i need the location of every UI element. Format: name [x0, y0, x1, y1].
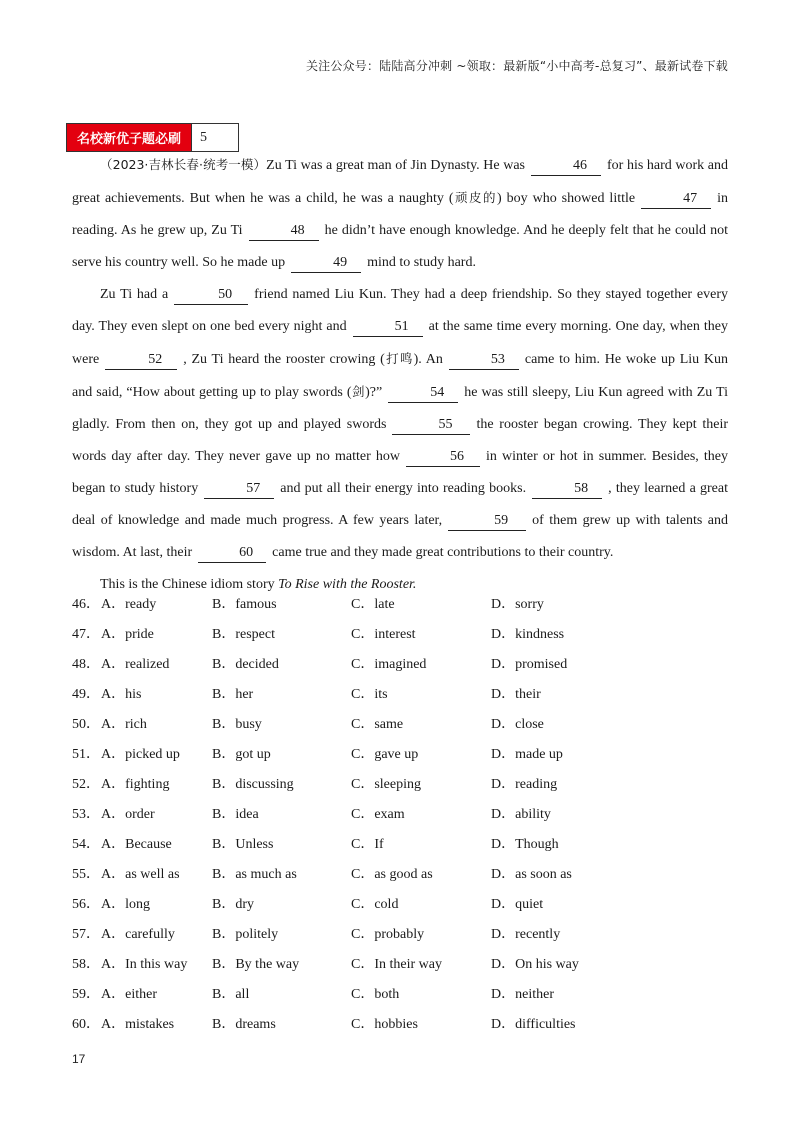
- question-row: [72, 768, 728, 798]
- page-number: 17: [72, 1052, 86, 1066]
- passage-text: friend named Liu Kun. They had a deep friendship. So they stayed together every day. They even slept on one bed every night and: [72, 287, 728, 334]
- passage-chinese-note: 顽皮的: [453, 190, 497, 205]
- option-d: D．Though: [491, 837, 559, 852]
- question-row: [72, 588, 728, 618]
- blank-47: 47: [641, 190, 711, 209]
- question-row: [72, 828, 728, 858]
- option-d: D．sorry: [491, 597, 544, 612]
- option-c: C．hobbies: [351, 1017, 418, 1032]
- passage-text: , Zu Ti heard the rooster crowing (: [183, 352, 385, 367]
- passage-text: ) boy who showed little: [496, 191, 636, 206]
- passage-text: he didn’t have enough knowledge. And he deeply felt that he could not serve his country well. So he made up: [72, 223, 728, 270]
- question-number: 50．: [72, 717, 100, 732]
- blank-59: 59: [448, 512, 526, 531]
- option-b: B．busy: [212, 717, 262, 732]
- question-number: 46．: [72, 597, 100, 612]
- option-c: C．sleeping: [351, 777, 421, 792]
- question-number: 58．: [72, 957, 100, 972]
- question-row: [72, 618, 728, 648]
- blank-53: 53: [449, 351, 519, 370]
- blank-57: 57: [204, 480, 274, 499]
- question-number: 47．: [72, 627, 100, 642]
- option-c: C．In their way: [351, 957, 442, 972]
- option-b: B．got up: [212, 747, 271, 762]
- passage-paragraph-2: [72, 279, 728, 569]
- option-a: A．Because: [101, 837, 172, 852]
- blank-46: 46: [531, 157, 601, 176]
- question-options: [72, 588, 728, 1038]
- question-row: [72, 978, 728, 1008]
- section-label: 名校新优子题必刷: [67, 124, 191, 151]
- story-title: To Rise with the Rooster.: [278, 577, 417, 592]
- option-b: B．dreams: [212, 1017, 276, 1032]
- passage-text: for his hard work and great achievements. But when he was a child, he was a naughty (: [72, 158, 729, 206]
- section-tag: [66, 123, 239, 152]
- passage-text: This is the Chinese idiom story: [100, 577, 275, 592]
- question-row: [72, 648, 728, 678]
- option-d: D．close: [491, 717, 544, 732]
- option-a: A．order: [101, 807, 155, 822]
- question-number: 55．: [72, 867, 100, 882]
- option-a: A．either: [101, 987, 157, 1002]
- option-b: B．politely: [212, 927, 279, 942]
- option-a: A．rich: [101, 717, 147, 732]
- option-c: C．exam: [351, 807, 405, 822]
- option-a: A．mistakes: [101, 1017, 175, 1032]
- passage-text: Zu Ti had a: [100, 287, 169, 302]
- option-d: D．difficulties: [491, 1017, 576, 1032]
- option-c: C．interest: [351, 627, 416, 642]
- option-b: B．decided: [212, 657, 279, 672]
- option-d: D．ability: [491, 807, 551, 822]
- blank-50: 50: [174, 286, 248, 305]
- option-a: A．picked up: [101, 747, 180, 762]
- blank-55: 55: [392, 416, 470, 435]
- option-b: B．Unless: [212, 837, 274, 852]
- option-c: C．both: [351, 987, 400, 1002]
- blank-54: 54: [388, 384, 458, 403]
- passage-text: mind to study hard.: [367, 255, 476, 270]
- option-b: B．as much as: [212, 867, 297, 882]
- option-b: B．respect: [212, 627, 275, 642]
- question-row: [72, 858, 728, 888]
- option-a: A．his: [101, 687, 142, 702]
- option-d: D．their: [491, 687, 541, 702]
- question-number: 53．: [72, 807, 100, 822]
- blank-52: 52: [105, 351, 177, 370]
- question-row: [72, 948, 728, 978]
- question-number: 59．: [72, 987, 100, 1002]
- question-row: [72, 798, 728, 828]
- option-a: A．carefully: [101, 927, 175, 942]
- option-b: B．discussing: [212, 777, 294, 792]
- question-row: [72, 1008, 728, 1038]
- option-c: C．same: [351, 717, 404, 732]
- option-c: C．probably: [351, 927, 425, 942]
- passage-text: came to him. He woke up Liu Kun and said, “How about getting up to play swords (: [72, 352, 729, 400]
- option-b: B．By the way: [212, 957, 300, 972]
- question-row: [72, 708, 728, 738]
- option-d: D．recently: [491, 927, 561, 942]
- option-b: B．dry: [212, 897, 254, 912]
- passage-text: in reading. As he grew up, Zu Ti: [72, 191, 728, 238]
- option-b: B．her: [212, 687, 254, 702]
- option-d: D．quiet: [491, 897, 544, 912]
- option-d: D．neither: [491, 987, 554, 1002]
- passage-text: he was still sleepy, Liu Kun agreed with Zu Ti gladly. From then on, they got up and played swords: [72, 385, 728, 432]
- passage-text: came true and they made great contributions to their country.: [272, 545, 614, 560]
- passage-chinese-note: 打鸣: [384, 351, 414, 366]
- option-a: A．ready: [101, 597, 157, 612]
- passage-text: )?”: [365, 385, 383, 400]
- passage-text: , they learned a great deal of knowledge and made much progress. A few years later,: [72, 481, 729, 528]
- question-number: 56．: [72, 897, 100, 912]
- section-number: 5: [191, 124, 238, 151]
- question-number: 48．: [72, 657, 100, 672]
- blank-56: 56: [406, 448, 480, 467]
- passage-text: ). An: [413, 352, 443, 367]
- option-a: A．In this way: [101, 957, 188, 972]
- option-c: C．If: [351, 837, 384, 852]
- blank-48: 48: [249, 222, 319, 241]
- option-b: B．all: [212, 987, 250, 1002]
- question-row: [72, 918, 728, 948]
- passage-chinese-note: 剑: [351, 384, 366, 399]
- option-b: B．famous: [212, 597, 277, 612]
- passage-text: of them grew up with talents and wisdom. At last, their: [72, 513, 729, 560]
- option-a: A．realized: [101, 657, 170, 672]
- passage-text: and put all their energy into reading books.: [280, 481, 527, 496]
- option-d: D．reading: [491, 777, 558, 792]
- passage-text: at the same time every morning. One day, when they were: [72, 319, 728, 367]
- page-header: 关注公众号：陆陆高分冲刺 ~领取：最新版“小中高考-总复习”、最新试卷下载: [305, 59, 728, 73]
- option-c: C．its: [351, 687, 388, 702]
- option-d: D．promised: [491, 657, 568, 672]
- option-c: C．gave up: [351, 747, 419, 762]
- question-number: 49．: [72, 687, 100, 702]
- option-d: D．made up: [491, 747, 563, 762]
- option-d: D．kindness: [491, 627, 565, 642]
- option-a: A．as well as: [101, 867, 180, 882]
- option-d: D．as soon as: [491, 867, 572, 882]
- option-c: C．as good as: [351, 867, 433, 882]
- question-number: 57．: [72, 927, 100, 942]
- blank-58: 58: [532, 480, 602, 499]
- passage-text: in winter or hot in summer. Besides, they began to study history: [72, 449, 728, 496]
- blank-49: 49: [291, 254, 361, 273]
- question-row: [72, 678, 728, 708]
- passage-text: the rooster began crowing. They kept their words day after day. They never gave up no matter how: [72, 417, 728, 464]
- blank-51: 51: [353, 318, 423, 337]
- question-row: [72, 888, 728, 918]
- option-b: B．idea: [212, 807, 259, 822]
- question-row: [72, 738, 728, 768]
- option-c: C．imagined: [351, 657, 427, 672]
- option-c: C．late: [351, 597, 395, 612]
- option-a: A．fighting: [101, 777, 170, 792]
- option-c: C．cold: [351, 897, 399, 912]
- question-number: 52．: [72, 777, 100, 792]
- question-number: 54．: [72, 837, 100, 852]
- passage-text: Zu Ti was a great man of Jin Dynasty. He was: [266, 158, 526, 173]
- cloze-passage: [72, 149, 728, 601]
- question-number: 51．: [72, 747, 100, 762]
- option-a: A．long: [101, 897, 150, 912]
- passage-paragraph-1: [72, 149, 728, 279]
- blank-60: 60: [198, 544, 266, 563]
- question-number: 60．: [72, 1017, 100, 1032]
- option-a: A．pride: [101, 627, 154, 642]
- option-d: D．On his way: [491, 957, 579, 972]
- passage-source: （2023·吉林长春·统考一模）: [100, 157, 267, 172]
